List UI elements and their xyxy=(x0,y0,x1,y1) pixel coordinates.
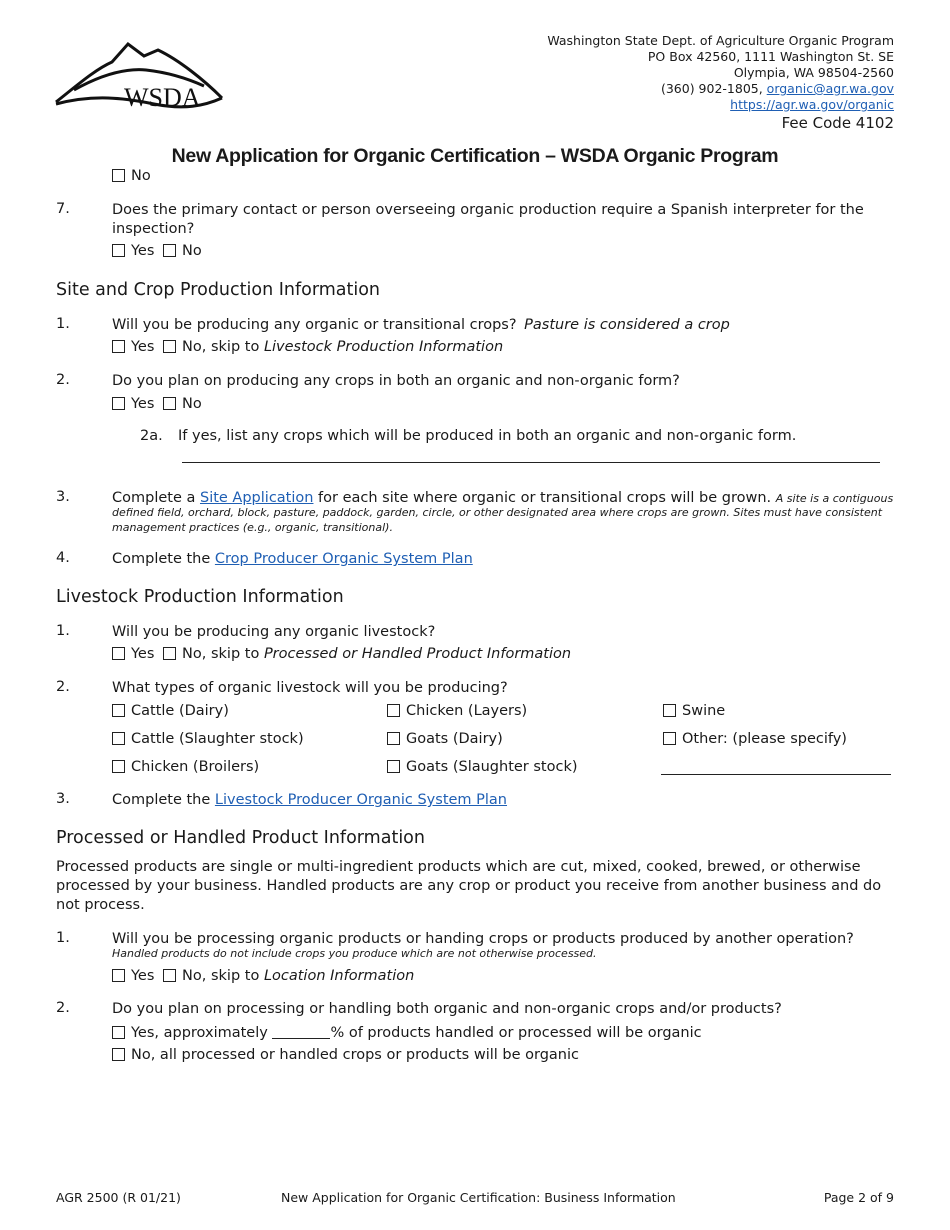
site-q2-no-label: No xyxy=(182,396,202,412)
livestock-q2-text: What types of organic livestock will you be producing? xyxy=(112,680,508,696)
site-q2-yes-label: Yes xyxy=(131,396,155,412)
livestock-q3-prefix: Complete the xyxy=(112,792,215,808)
site-q3-note-1: A site is a contiguous xyxy=(775,492,894,505)
site-q4-text-wrap xyxy=(112,550,473,569)
processed-intro-1: Processed products are single or multi-ingredient products which are cut, mixed, cooked, brewed, or otherwise xyxy=(56,859,861,875)
processed-q1-number: 1. xyxy=(56,930,70,946)
website-link[interactable]: https://agr.wa.gov/organic xyxy=(730,97,894,112)
site-q1-yes-checkbox[interactable] xyxy=(112,340,125,353)
livestock-q1-no-checkbox[interactable] xyxy=(163,647,176,660)
livestock-option xyxy=(663,703,725,719)
processed-q2-no-label: No, all processed or handled crops or products will be organic xyxy=(131,1047,579,1063)
site-application-link[interactable]: Site Application xyxy=(199,490,314,506)
livestock-q1-number: 1. xyxy=(56,623,70,639)
livestock-osp-link[interactable]: Livestock Producer Organic System Plan xyxy=(214,792,508,808)
processed-q2-no-checkbox[interactable] xyxy=(112,1048,125,1061)
processed-q1-no-prefix: No, skip to xyxy=(182,968,264,984)
processed-q1-note: Handled products do not include crops you produce which are not otherwise processed. xyxy=(112,947,597,960)
site-q1-no-checkbox[interactable] xyxy=(163,340,176,353)
goats-dairy-checkbox[interactable] xyxy=(387,732,400,745)
livestock-q2-number: 2. xyxy=(56,679,70,695)
site-q2-yes-checkbox[interactable] xyxy=(112,397,125,410)
site-q3-note-3: management practices (e.g., organic, transitional). xyxy=(112,521,393,534)
site-q4-number: 4. xyxy=(56,550,70,566)
carryover-no-checkbox[interactable] xyxy=(112,169,125,182)
processed-q1-no-checkbox[interactable] xyxy=(163,969,176,982)
fee-code: Fee Code 4102 xyxy=(781,114,894,132)
site-q2-no-checkbox[interactable] xyxy=(163,397,176,410)
q7-number: 7. xyxy=(56,201,70,217)
q7-options xyxy=(112,243,202,259)
livestock-q1-no-target: Processed or Handled Product Information xyxy=(263,646,572,662)
address-line-2: PO Box 42560, 1111 Washington St. SE xyxy=(647,49,894,64)
wsda-logo xyxy=(54,40,224,112)
processed-q2-text: Do you plan on processing or handling both organic and non-organic crops and/or products? xyxy=(112,1001,782,1017)
processed-section-heading: Processed or Handled Product Information xyxy=(56,828,425,848)
livestock-q1-yes-checkbox[interactable] xyxy=(112,647,125,660)
livestock-option-label: Goats (Dairy) xyxy=(406,731,503,747)
processed-q2-yes-suffix: % of products handled or processed will be organic xyxy=(330,1025,702,1041)
cattle-slaughter-checkbox[interactable] xyxy=(112,732,125,745)
footer-page-number: Page 2 of 9 xyxy=(823,1190,894,1205)
livestock-q3-number: 3. xyxy=(56,791,70,807)
livestock-q1-options xyxy=(112,646,571,662)
site-q1-no-target: Livestock Production Information xyxy=(263,339,504,355)
carryover-no-option xyxy=(112,168,151,184)
crop-osp-link[interactable]: Crop Producer Organic System Plan xyxy=(214,551,473,567)
q7-yes-label: Yes xyxy=(131,243,155,259)
processed-q1-text: Will you be processing organic products or handing crops or products produced by another operation? xyxy=(112,931,854,947)
q7-no-label: No xyxy=(182,243,202,259)
processed-q2-number: 2. xyxy=(56,1000,70,1016)
site-q3-suffix: for each site where organic or transitional crops will be grown. xyxy=(313,490,772,506)
livestock-option xyxy=(112,759,259,775)
processed-q1-yes-checkbox[interactable] xyxy=(112,969,125,982)
site-q3-note-2: defined field, orchard, block, pasture, paddock, garden, circle, or other designated area where crops are grown. Sites must have consistent xyxy=(112,506,883,519)
q7-no-checkbox[interactable] xyxy=(163,244,176,257)
livestock-option-label: Chicken (Layers) xyxy=(406,703,528,719)
chicken-broilers-checkbox[interactable] xyxy=(112,760,125,773)
goats-slaughter-checkbox[interactable] xyxy=(387,760,400,773)
address-line-1: Washington State Dept. of Agriculture Organic Program xyxy=(547,33,894,48)
livestock-q1-no-prefix: No, skip to xyxy=(182,646,264,662)
other-livestock-checkbox[interactable] xyxy=(663,732,676,745)
carryover-no-label: No xyxy=(131,168,151,184)
processed-q2-yes-prefix: Yes, approximately xyxy=(131,1025,273,1041)
site-q1-text-wrap xyxy=(112,316,730,335)
site-q2a-number: 2a. xyxy=(140,428,163,444)
swine-checkbox[interactable] xyxy=(663,704,676,717)
q7-yes-checkbox[interactable] xyxy=(112,244,125,257)
site-q1-number: 1. xyxy=(56,316,70,332)
agency-address xyxy=(547,33,894,113)
contact-line xyxy=(547,81,894,97)
livestock-option-label: Cattle (Dairy) xyxy=(131,703,229,719)
livestock-option xyxy=(112,731,304,747)
processed-q2-option-yes xyxy=(112,1024,702,1041)
processed-q1-no-target: Location Information xyxy=(263,968,415,984)
email-link[interactable]: organic@agr.wa.gov xyxy=(766,81,894,96)
livestock-option-label: Chicken (Broilers) xyxy=(131,759,260,775)
livestock-option-label: Cattle (Slaughter stock) xyxy=(131,731,304,747)
site-q2-options xyxy=(112,396,202,412)
site-q2-number: 2. xyxy=(56,372,70,388)
address-line-3: Olympia, WA 98504-2560 xyxy=(733,65,894,80)
livestock-option xyxy=(387,759,578,775)
livestock-q1-yes-label: Yes xyxy=(131,646,155,662)
livestock-option xyxy=(112,703,229,719)
q7-text: Does the primary contact or person overseeing organic production require a Spanish interpreter for the inspection? xyxy=(112,202,864,237)
site-q1-options xyxy=(112,339,503,355)
site-q4-prefix: Complete the xyxy=(112,551,215,567)
processed-q2-yes-checkbox[interactable] xyxy=(112,1026,125,1039)
livestock-option xyxy=(387,703,527,719)
processed-q2-option-no xyxy=(112,1047,579,1063)
logo-text: WSDA xyxy=(124,83,201,112)
site-q2a-answer-line[interactable] xyxy=(182,462,880,463)
page-title: New Application for Organic Certification – WSDA Organic Program xyxy=(171,145,779,167)
site-q2a-text: If yes, list any crops which will be produced in both an organic and non-organic form. xyxy=(178,428,797,444)
processed-intro-2: processed by your business. Handled products are any crop or product you receive from another business and do xyxy=(56,878,882,894)
site-q1-text: Will you be producing any organic or transitional crops? xyxy=(112,317,517,333)
percent-organic-blank[interactable] xyxy=(272,1024,330,1039)
site-q2-text: Do you plan on producing any crops in both an organic and non-organic form? xyxy=(112,373,680,389)
site-q1-yes-label: Yes xyxy=(131,339,155,355)
processed-q1-yes-label: Yes xyxy=(131,968,155,984)
livestock-section-heading: Livestock Production Information xyxy=(56,587,344,607)
livestock-option-label: Other: (please specify) xyxy=(682,731,847,747)
footer-center: New Application for Organic Certification: Business Information xyxy=(281,1190,676,1205)
site-q3-prefix: Complete a xyxy=(112,490,200,506)
livestock-q3-text-wrap xyxy=(112,791,507,810)
livestock-option-label: Goats (Slaughter stock) xyxy=(406,759,578,775)
other-livestock-specify-line[interactable] xyxy=(661,774,891,775)
livestock-q1-text: Will you be producing any organic livestock? xyxy=(112,624,436,640)
site-q3-number: 3. xyxy=(56,489,70,505)
site-q1-no-prefix: No, skip to xyxy=(182,339,264,355)
site-q1-note: Pasture is considered a crop xyxy=(524,317,730,333)
footer-form-id: AGR 2500 (R 01/21) xyxy=(56,1190,181,1205)
processed-intro-3: not process. xyxy=(56,897,145,913)
livestock-option xyxy=(387,731,503,747)
livestock-option-label: Swine xyxy=(682,703,726,719)
cattle-dairy-checkbox[interactable] xyxy=(112,704,125,717)
phone: (360) 902-1805, xyxy=(660,81,767,96)
site-section-heading: Site and Crop Production Information xyxy=(56,280,381,300)
chicken-layers-checkbox[interactable] xyxy=(387,704,400,717)
livestock-option xyxy=(663,731,847,747)
processed-q1-options xyxy=(112,968,414,984)
